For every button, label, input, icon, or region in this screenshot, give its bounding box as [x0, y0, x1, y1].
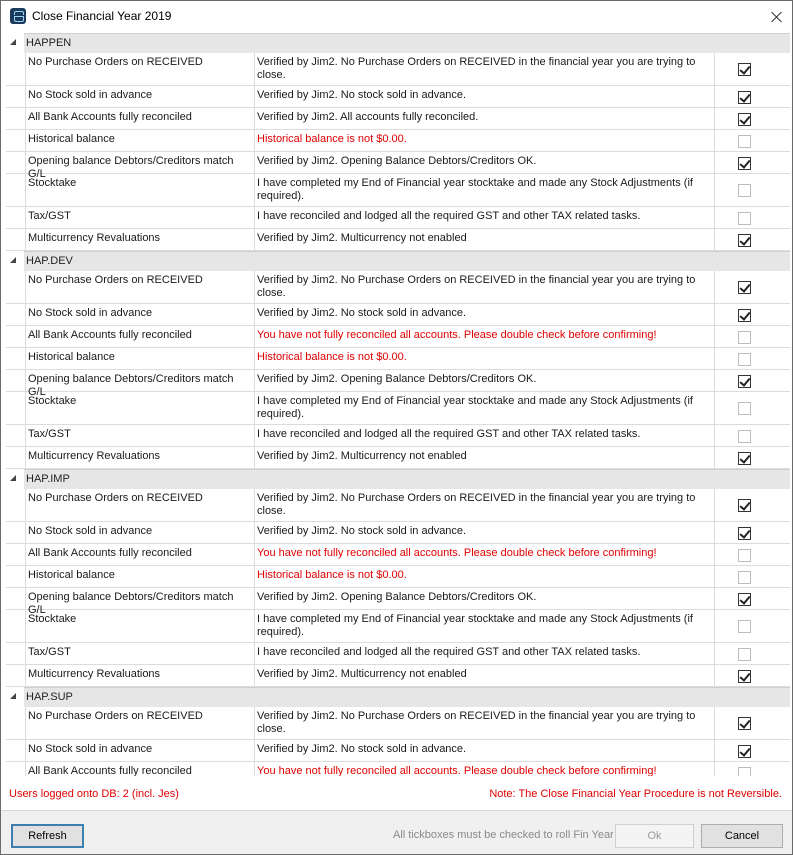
check-name: All Bank Accounts fully reconciled: [25, 762, 255, 776]
check-name: Historical balance: [25, 566, 255, 587]
checkbox-checked[interactable]: [738, 499, 751, 512]
check-name: Stocktake: [25, 174, 255, 206]
checklist-row[interactable]: [6, 152, 790, 180]
checklist-row[interactable]: [6, 370, 790, 398]
check-name: No Stock sold in advance: [25, 86, 255, 107]
check-description: Historical balance is not $0.00.: [255, 566, 715, 587]
checkbox-checked[interactable]: [738, 717, 751, 730]
checkbox-cell: [715, 544, 773, 565]
checklist-row[interactable]: [6, 489, 790, 522]
row-indent: [6, 447, 25, 468]
checkbox-cell: [715, 566, 773, 587]
check-name: No Purchase Orders on RECEIVED: [25, 707, 255, 739]
checkbox-checked[interactable]: [738, 593, 751, 606]
button-bar: [1, 810, 792, 854]
checkbox-cell: [715, 174, 773, 206]
checkbox-cell: [715, 489, 773, 521]
checklist-row[interactable]: [6, 271, 790, 304]
group-header[interactable]: [6, 33, 790, 53]
checkbox-checked[interactable]: [738, 113, 751, 126]
checkbox-cell: [715, 643, 773, 664]
checklist-row[interactable]: [6, 304, 790, 326]
checkbox-cell: [715, 53, 773, 85]
check-description: I have completed my End of Financial year stocktake and made any Stock Adjustments (if required).: [255, 174, 715, 206]
checkbox-cell: [715, 370, 773, 391]
checklist-row[interactable]: [6, 610, 790, 643]
check-description: Verified by Jim2. Opening Balance Debtors/Creditors OK.: [255, 152, 715, 173]
row-indent: [6, 174, 25, 206]
checklist-row[interactable]: [6, 174, 790, 207]
ok-button[interactable]: Ok: [615, 824, 694, 848]
checkbox-cell: [715, 762, 773, 776]
check-description: Historical balance is not $0.00.: [255, 348, 715, 369]
checkbox-cell: [715, 304, 773, 325]
check-name: Opening balance Debtors/Creditors match G/L: [25, 152, 255, 173]
checklist-row[interactable]: [6, 229, 790, 251]
checkbox-cell: [715, 522, 773, 543]
checkbox-cell: [715, 392, 773, 424]
check-name: No Purchase Orders on RECEIVED: [25, 489, 255, 521]
check-description: I have reconciled and lodged all the required GST and other TAX related tasks.: [255, 425, 715, 446]
check-description: I have completed my End of Financial year stocktake and made any Stock Adjustments (if required).: [255, 392, 715, 424]
check-name: No Stock sold in advance: [25, 304, 255, 325]
group-name: HAPPEN: [26, 37, 72, 49]
checkbox-cell: [715, 207, 773, 228]
row-indent: [6, 152, 25, 173]
group-header[interactable]: [6, 687, 790, 707]
checklist-row[interactable]: [6, 53, 790, 86]
checklist-row[interactable]: [6, 326, 790, 348]
checklist-row[interactable]: [6, 392, 790, 425]
checkbox-cell: [715, 271, 773, 303]
check-name: Historical balance: [25, 348, 255, 369]
checklist-row[interactable]: [6, 566, 790, 588]
checkbox-cell: [715, 588, 773, 609]
check-name: Multicurrency Revaluations: [25, 447, 255, 468]
users-logged-status: Users logged onto DB: 2 (incl. Jes): [9, 788, 179, 800]
row-indent: [6, 740, 25, 761]
checklist-row[interactable]: [6, 130, 790, 152]
row-indent: [6, 588, 25, 609]
checkbox-unchecked[interactable]: [738, 648, 751, 661]
checkbox-unchecked[interactable]: [738, 430, 751, 443]
group-header-bar: [24, 33, 790, 53]
checklist-row[interactable]: [6, 544, 790, 566]
checklist-row[interactable]: [6, 108, 790, 130]
checkbox-cell: [715, 610, 773, 642]
window-title: Close Financial Year 2019: [32, 9, 172, 23]
check-description: Verified by Jim2. No stock sold in advance.: [255, 86, 715, 107]
checklist-row[interactable]: [6, 762, 790, 776]
checklist-row[interactable]: [6, 740, 790, 762]
check-description: Verified by Jim2. No stock sold in advance.: [255, 740, 715, 761]
check-name: All Bank Accounts fully reconciled: [25, 108, 255, 129]
check-name: Historical balance: [25, 130, 255, 151]
checkbox-cell: [715, 130, 773, 151]
collapse-icon[interactable]: [10, 475, 16, 481]
checkbox-unchecked[interactable]: [738, 549, 751, 562]
row-indent: [6, 229, 25, 250]
check-name: Opening balance Debtors/Creditors match G/L: [25, 588, 255, 609]
group-header[interactable]: [6, 251, 790, 271]
app-icon: [10, 8, 26, 24]
checkbox-checked[interactable]: [738, 234, 751, 247]
checklist-grid[interactable]: [6, 33, 790, 776]
checklist-row[interactable]: [6, 348, 790, 370]
checkbox-unchecked[interactable]: [738, 571, 751, 584]
row-indent: [6, 271, 25, 303]
row-indent: [6, 643, 25, 664]
checkbox-checked[interactable]: [738, 745, 751, 758]
checkbox-checked[interactable]: [738, 375, 751, 388]
row-indent: [6, 610, 25, 642]
check-name: Multicurrency Revaluations: [25, 665, 255, 686]
group-name: HAP.DEV: [26, 255, 73, 267]
check-description: Verified by Jim2. No Purchase Orders on RECEIVED in the financial year you are trying to close.: [255, 489, 715, 521]
row-indent: [6, 762, 25, 776]
checklist-row[interactable]: [6, 643, 790, 665]
checkbox-unchecked[interactable]: [738, 184, 751, 197]
checkbox-checked[interactable]: [738, 309, 751, 322]
row-indent: [6, 53, 25, 85]
refresh-button[interactable]: Refresh: [11, 824, 84, 848]
checkbox-cell: [715, 707, 773, 739]
row-indent: [6, 370, 25, 391]
row-indent: [6, 544, 25, 565]
row-indent: [6, 326, 25, 347]
row-indent: [6, 665, 25, 686]
checkbox-checked[interactable]: [738, 157, 751, 170]
checkbox-checked[interactable]: [738, 452, 751, 465]
check-name: Tax/GST: [25, 643, 255, 664]
row-indent: [6, 566, 25, 587]
check-description: I have reconciled and lodged all the required GST and other TAX related tasks.: [255, 207, 715, 228]
cancel-button[interactable]: Cancel: [701, 824, 783, 848]
row-indent: [6, 108, 25, 129]
check-name: All Bank Accounts fully reconciled: [25, 326, 255, 347]
check-description: You have not fully reconciled all accounts. Please double check before confirming!: [255, 326, 715, 347]
row-indent: [6, 392, 25, 424]
check-description: Verified by Jim2. Opening Balance Debtors/Creditors OK.: [255, 588, 715, 609]
checkbox-unchecked[interactable]: [738, 402, 751, 415]
title-bar: [1, 1, 792, 32]
checkbox-cell: [715, 425, 773, 446]
checkbox-cell: [715, 348, 773, 369]
check-description: Verified by Jim2. Multicurrency not enabled: [255, 665, 715, 686]
check-description: You have not fully reconciled all accounts. Please double check before confirming!: [255, 762, 715, 776]
checkbox-cell: [715, 447, 773, 468]
row-indent: [6, 489, 25, 521]
checkbox-checked[interactable]: [738, 670, 751, 683]
checklist-row[interactable]: [6, 425, 790, 447]
check-description: Verified by Jim2. Multicurrency not enabled: [255, 229, 715, 250]
check-description: I have reconciled and lodged all the required GST and other TAX related tasks.: [255, 643, 715, 664]
check-description: Verified by Jim2. No stock sold in advance.: [255, 522, 715, 543]
checklist-row[interactable]: [6, 207, 790, 229]
row-indent: [6, 425, 25, 446]
check-name: Tax/GST: [25, 207, 255, 228]
check-name: All Bank Accounts fully reconciled: [25, 544, 255, 565]
row-indent: [6, 348, 25, 369]
row-indent: [6, 304, 25, 325]
group-name: HAP.IMP: [26, 473, 70, 485]
collapse-icon[interactable]: [10, 693, 16, 699]
checklist-row[interactable]: [6, 522, 790, 544]
check-description: Verified by Jim2. No Purchase Orders on RECEIVED in the financial year you are trying to close.: [255, 707, 715, 739]
checklist-row[interactable]: [6, 447, 790, 469]
row-indent: [6, 130, 25, 151]
checkbox-cell: [715, 108, 773, 129]
row-indent: [6, 86, 25, 107]
checkbox-checked[interactable]: [738, 63, 751, 76]
check-description: Verified by Jim2. Multicurrency not enabled: [255, 447, 715, 468]
checkbox-checked[interactable]: [738, 91, 751, 104]
checkbox-cell: [715, 740, 773, 761]
check-name: No Purchase Orders on RECEIVED: [25, 271, 255, 303]
group-header[interactable]: [6, 469, 790, 489]
row-indent: [6, 707, 25, 739]
checkbox-cell: [715, 86, 773, 107]
checkbox-unchecked[interactable]: [738, 212, 751, 225]
group-header-bar: [24, 687, 790, 707]
check-name: Stocktake: [25, 610, 255, 642]
checkbox-unchecked[interactable]: [738, 353, 751, 366]
checkbox-unchecked[interactable]: [738, 620, 751, 633]
check-description: Historical balance is not $0.00.: [255, 130, 715, 151]
check-name: No Stock sold in advance: [25, 522, 255, 543]
tickbox-hint: All tickboxes must be checked to roll Fin Year: [393, 829, 614, 841]
check-name: No Stock sold in advance: [25, 740, 255, 761]
checkbox-unchecked[interactable]: [738, 767, 751, 776]
group-header-bar: [24, 469, 790, 489]
checkbox-unchecked[interactable]: [738, 135, 751, 148]
check-description: Verified by Jim2. Opening Balance Debtors/Creditors OK.: [255, 370, 715, 391]
check-name: Multicurrency Revaluations: [25, 229, 255, 250]
checkbox-checked[interactable]: [738, 281, 751, 294]
check-description: You have not fully reconciled all accounts. Please double check before confirming!: [255, 544, 715, 565]
row-indent: [6, 522, 25, 543]
checkbox-cell: [715, 665, 773, 686]
checklist-row[interactable]: [6, 86, 790, 108]
row-indent: [6, 207, 25, 228]
checklist-row[interactable]: [6, 665, 790, 687]
check-name: Stocktake: [25, 392, 255, 424]
check-name: Opening balance Debtors/Creditors match G/L: [25, 370, 255, 391]
check-description: I have completed my End of Financial year stocktake and made any Stock Adjustments (if required).: [255, 610, 715, 642]
collapse-icon[interactable]: [10, 257, 16, 263]
check-description: Verified by Jim2. No stock sold in advance.: [255, 304, 715, 325]
irreversible-note: Note: The Close Financial Year Procedure is not Reversible.: [489, 788, 782, 800]
checkbox-cell: [715, 326, 773, 347]
group-name: HAP.SUP: [26, 691, 73, 703]
checkbox-checked[interactable]: [738, 527, 751, 540]
check-description: Verified by Jim2. All accounts fully reconciled.: [255, 108, 715, 129]
check-name: No Purchase Orders on RECEIVED: [25, 53, 255, 85]
checklist-row[interactable]: [6, 707, 790, 740]
group-header-bar: [24, 251, 790, 271]
checkbox-cell: [715, 229, 773, 250]
check-description: Verified by Jim2. No Purchase Orders on RECEIVED in the financial year you are trying to close.: [255, 53, 715, 85]
collapse-icon[interactable]: [10, 39, 16, 45]
checklist-row[interactable]: [6, 588, 790, 616]
check-description: Verified by Jim2. No Purchase Orders on RECEIVED in the financial year you are trying to close.: [255, 271, 715, 303]
close-icon[interactable]: [762, 4, 792, 30]
checkbox-cell: [715, 152, 773, 173]
check-name: Tax/GST: [25, 425, 255, 446]
checkbox-unchecked[interactable]: [738, 331, 751, 344]
